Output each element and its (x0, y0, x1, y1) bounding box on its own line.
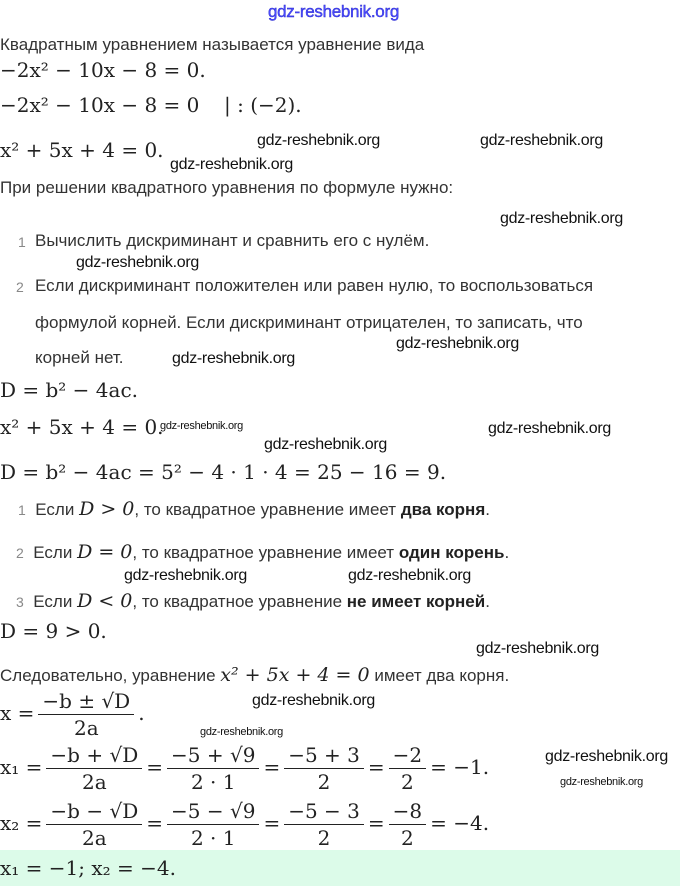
fraction (167, 742, 259, 795)
case-end: . (485, 500, 490, 519)
watermark: gdz-reshebnik.org (480, 132, 603, 149)
case-item (18, 498, 490, 520)
watermark: gdz-reshebnik.org (396, 335, 519, 352)
numerator: −b − √D (46, 798, 142, 825)
case-number: 1 (18, 502, 26, 518)
watermark: gdz-reshebnik.org (264, 436, 387, 453)
watermark-top: gdz-reshebnik.org (268, 2, 399, 21)
watermark: gdz-reshebnik.org (560, 776, 643, 788)
fraction (389, 742, 426, 795)
discriminant-calc: D = b² − 4ac = 5² − 4 · 1 · 4 = 25 − 16 = 9. (0, 460, 447, 484)
watermark: gdz-reshebnik.org (545, 748, 668, 765)
root-formula (0, 688, 145, 741)
case-number: 3 (16, 594, 24, 610)
numerator: −5 + √9 (167, 742, 259, 769)
equation-2: −2x² − 10x − 8 = 0 (0, 93, 200, 117)
conclusion-post: имеет два корня. (374, 666, 510, 685)
case-bold: два корня (400, 500, 486, 519)
discriminant-result: D = 9 > 0. (0, 619, 107, 643)
denominator: 2a (82, 826, 107, 850)
x1-calc: x₁ = $\frac{-b + √D}{2a}$ = $\frac{-5 + √9}{2 \cdot 1}$ = $\frac{-5 + 3}{2}$ = $\frac{-2}{2}$ = −1. (0, 743, 490, 794)
fraction (389, 798, 426, 851)
denominator: 2 (401, 770, 414, 794)
step-text: формулой корней. Если дискриминант отрицателен, то записать, что (35, 313, 583, 332)
case-condition: D > 0 (79, 498, 135, 520)
conclusion (0, 664, 509, 686)
result: = −4. (430, 811, 490, 835)
fraction (284, 742, 364, 795)
intro-text: Квадратным уравнением называется уравнение вида (0, 35, 425, 54)
fraction (38, 688, 134, 741)
fraction (46, 798, 142, 851)
step-number: 2 (16, 279, 24, 295)
numerator: −5 − √9 (167, 798, 259, 825)
formula-intro: При решении квадратного уравнения по формуле нужно: (0, 178, 454, 197)
numerator: −8 (389, 798, 426, 825)
denominator: 2 · 1 (190, 770, 236, 794)
case-item (16, 590, 490, 612)
watermark: gdz-reshebnik.org (476, 640, 599, 657)
watermark: gdz-reshebnik.org (488, 420, 611, 437)
watermark: gdz-reshebnik.org (172, 350, 295, 367)
watermark: gdz-reshebnik.org (500, 210, 623, 227)
step-text: Если дискриминант положителен или равен нулю, то воспользоваться (35, 276, 594, 295)
period: . (138, 701, 145, 725)
step-text: Вычислить дискриминант и сравнить его с нулём. (35, 231, 430, 250)
equation-2-note: | : (−2). (224, 93, 302, 117)
case-condition: D < 0 (77, 590, 133, 612)
watermark: gdz-reshebnik.org (170, 156, 293, 173)
step-text: корней нет. (35, 348, 124, 367)
numerator: −5 − 3 (284, 798, 364, 825)
equation-4: x² + 5x + 4 = 0. (0, 415, 164, 439)
case-mid: , то квадратное уравнение имеет (132, 543, 395, 562)
case-bold: один корень (398, 543, 505, 562)
watermark: gdz-reshebnik.org (124, 567, 247, 584)
case-number: 2 (16, 545, 24, 561)
denominator: 2 (317, 770, 331, 794)
case-end: . (485, 592, 490, 611)
watermark: gdz-reshebnik.org (257, 132, 380, 149)
answer: x₁ = −1; x₂ = −4. (0, 856, 176, 880)
case-mid: , то квадратное уравнение (132, 592, 343, 611)
step-number: 1 (18, 234, 26, 250)
numerator: −2 (389, 742, 426, 769)
case-pre: Если (33, 543, 73, 562)
numerator: −5 + 3 (284, 742, 364, 769)
denominator: 2a (73, 716, 99, 740)
case-item (16, 541, 509, 563)
denominator: 2 (401, 826, 414, 850)
discriminant-formula: D = b² − 4ac. (0, 378, 139, 402)
watermark: gdz-reshebnik.org (252, 692, 375, 709)
lhs: x = (0, 701, 35, 725)
denominator: 2a (82, 770, 107, 794)
watermark: gdz-reshebnik.org (160, 420, 243, 432)
case-bold: не имеет корней (346, 592, 486, 611)
case-pre: Если (35, 500, 75, 519)
case-end: . (504, 543, 510, 562)
denominator: 2 (317, 826, 331, 850)
fraction (46, 742, 142, 795)
equation-1: −2x² − 10x − 8 = 0. (0, 58, 206, 82)
fraction (284, 798, 364, 851)
conclusion-equation: x² + 5x + 4 = 0 (220, 664, 370, 686)
denominator: 2 · 1 (190, 826, 236, 850)
watermark: gdz-reshebnik.org (76, 254, 199, 271)
case-condition: D = 0 (77, 541, 133, 563)
lhs: x₂ = (0, 811, 43, 835)
result: = −1. (430, 755, 490, 779)
watermark: gdz-reshebnik.org (348, 567, 471, 584)
numerator: −b + √D (46, 742, 142, 769)
equation-3: x² + 5x + 4 = 0. (0, 138, 164, 162)
x2-calc: x₂ = $\frac{-b - √D}{2a}$ = $\frac{-5 - √9}{2 \cdot 1}$ = $\frac{-5 - 3}{2}$ = $\frac{-8}{2}$ = −4. (0, 799, 490, 850)
lhs: x₁ = (0, 755, 43, 779)
conclusion-pre: Следовательно, уравнение (0, 666, 216, 685)
numerator: −b ± √D (38, 688, 134, 715)
watermark: gdz-reshebnik.org (200, 726, 283, 738)
case-pre: Если (33, 592, 73, 611)
case-mid: , то квадратное уравнение имеет (134, 500, 397, 519)
fraction (167, 798, 259, 851)
